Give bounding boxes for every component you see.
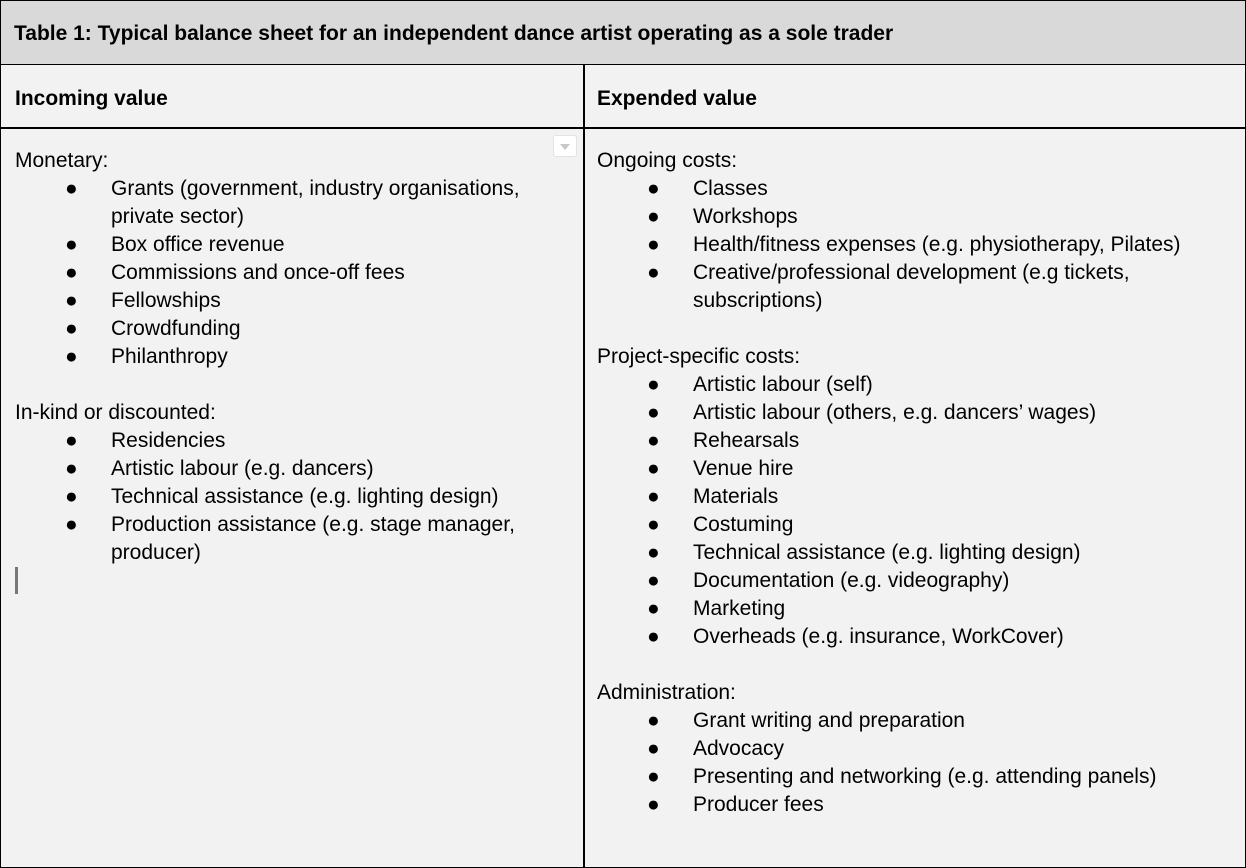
- list-item-text: Overheads (e.g. insurance, WorkCover): [693, 625, 1064, 648]
- list-item-text: Crowdfunding: [111, 317, 241, 340]
- table-title: Table 1: Typical balance sheet for an independent dance artist operating as a sole trader: [14, 22, 894, 45]
- list-item-text: Philanthropy: [111, 345, 228, 368]
- list-item: [15, 315, 559, 343]
- bullet-list: [597, 371, 1237, 651]
- list-item-text: Grant writing and preparation: [693, 709, 965, 732]
- list-item-text: Classes: [693, 177, 768, 200]
- list-item-text: Commissions and once-off fees: [111, 261, 405, 284]
- list-item: [15, 427, 559, 455]
- list-item: [597, 203, 1227, 231]
- list-item-text: Technical assistance (e.g. lighting design): [111, 485, 499, 508]
- bullet-icon: ●: [647, 569, 660, 592]
- group-label: Administration:: [597, 681, 736, 704]
- expended-value-cell[interactable]: [597, 147, 1237, 819]
- list-item: [597, 259, 1227, 315]
- list-item-text: Artistic labour (others, e.g. dancers’ wages): [693, 401, 1097, 424]
- list-item: [15, 175, 559, 231]
- bullet-icon: ●: [647, 457, 660, 480]
- bullet-icon: ●: [65, 177, 78, 200]
- bullet-icon: ●: [647, 765, 660, 788]
- list-item-text: Creative/professional development (e.g tickets, subscriptions): [693, 261, 1130, 312]
- bullet-icon: ●: [65, 457, 78, 480]
- bullet-list: [597, 707, 1237, 819]
- bullet-icon: ●: [65, 233, 78, 256]
- bullet-icon: ●: [647, 485, 660, 508]
- list-item-text: Rehearsals: [693, 429, 800, 452]
- column-divider: [583, 65, 585, 867]
- list-item: [597, 175, 1227, 203]
- list-item: [15, 259, 559, 287]
- bullet-icon: ●: [647, 429, 660, 452]
- bullet-icon: ●: [647, 793, 660, 816]
- list-item-text: Venue hire: [693, 457, 794, 480]
- list-item-text: Grants (government, industry organisations, private sector): [111, 177, 520, 228]
- cell-menu-button[interactable]: [553, 135, 577, 157]
- bullet-icon: ●: [647, 401, 660, 424]
- bullet-icon: ●: [65, 485, 78, 508]
- bullet-icon: ●: [65, 317, 78, 340]
- bullet-icon: ●: [647, 625, 660, 648]
- bullet-icon: ●: [647, 737, 660, 760]
- list-item-text: Costuming: [693, 513, 794, 536]
- list-item-text: Artistic labour (self): [693, 373, 873, 396]
- list-item: [597, 567, 1227, 595]
- bullet-icon: ●: [65, 289, 78, 312]
- bullet-icon: ●: [65, 513, 78, 536]
- list-item-text: Box office revenue: [111, 233, 285, 256]
- bullet-icon: ●: [647, 373, 660, 396]
- list-item-text: Health/fitness expenses (e.g. physiotherapy, Pilates): [693, 233, 1181, 256]
- list-item: [597, 595, 1227, 623]
- bullet-icon: ●: [65, 261, 78, 284]
- group-label: Monetary:: [15, 149, 109, 172]
- list-item: [15, 483, 559, 511]
- list-item: [15, 231, 559, 259]
- list-item-text: Workshops: [693, 205, 798, 228]
- list-item-text: Technical assistance (e.g. lighting design): [693, 541, 1081, 564]
- header-divider: [1, 127, 1245, 129]
- list-item: [597, 791, 1227, 819]
- list-item: [15, 511, 559, 567]
- expended-value-header: Expended value: [597, 87, 757, 110]
- list-item: [597, 763, 1227, 791]
- table-title-row: [1, 1, 1245, 65]
- bullet-icon: ●: [647, 709, 660, 732]
- list-item: [597, 623, 1227, 651]
- group-label: Ongoing costs:: [597, 149, 738, 172]
- bullet-icon: ●: [647, 261, 660, 284]
- list-item: [597, 427, 1227, 455]
- text-cursor: [15, 567, 18, 594]
- dropdown-arrow-icon: [560, 144, 570, 150]
- list-item-text: Artistic labour (e.g. dancers): [111, 457, 374, 480]
- list-item: [597, 735, 1227, 763]
- list-item: [597, 483, 1227, 511]
- bullet-icon: ●: [647, 541, 660, 564]
- list-item-text: Advocacy: [693, 737, 785, 760]
- list-item: [597, 231, 1227, 259]
- bullet-icon: ●: [65, 345, 78, 368]
- list-item-text: Marketing: [693, 597, 786, 620]
- list-item: [597, 399, 1227, 427]
- group-spacer: [597, 315, 1237, 343]
- list-item-text: Producer fees: [693, 793, 824, 816]
- list-item-text: Residencies: [111, 429, 226, 452]
- bullet-list: [15, 175, 575, 371]
- list-item: [597, 539, 1227, 567]
- bullet-icon: ●: [647, 597, 660, 620]
- bullet-list: [15, 427, 575, 567]
- list-item-text: Fellowships: [111, 289, 221, 312]
- bullet-icon: ●: [647, 205, 660, 228]
- list-item-text: Documentation (e.g. videography): [693, 569, 1010, 592]
- group-spacer: [597, 651, 1237, 679]
- group-label: Project-specific costs:: [597, 345, 801, 368]
- bullet-icon: ●: [647, 513, 660, 536]
- incoming-value-header: Incoming value: [15, 87, 168, 110]
- list-item: [597, 455, 1227, 483]
- list-item-text: Presenting and networking (e.g. attending panels): [693, 765, 1157, 788]
- list-item: [597, 371, 1227, 399]
- list-item: [15, 287, 559, 315]
- bullet-icon: ●: [65, 429, 78, 452]
- incoming-value-cell[interactable]: [15, 147, 575, 567]
- list-item-text: Production assistance (e.g. stage manager, producer): [111, 513, 515, 564]
- list-item: [15, 455, 559, 483]
- list-item-text: Materials: [693, 485, 779, 508]
- bullet-icon: ●: [647, 177, 660, 200]
- bullet-icon: ●: [647, 233, 660, 256]
- bullet-list: [597, 175, 1237, 315]
- group-spacer: [15, 371, 575, 399]
- list-item: [15, 343, 559, 371]
- group-label: In-kind or discounted:: [15, 401, 216, 424]
- list-item: [597, 511, 1227, 539]
- list-item: [597, 707, 1227, 735]
